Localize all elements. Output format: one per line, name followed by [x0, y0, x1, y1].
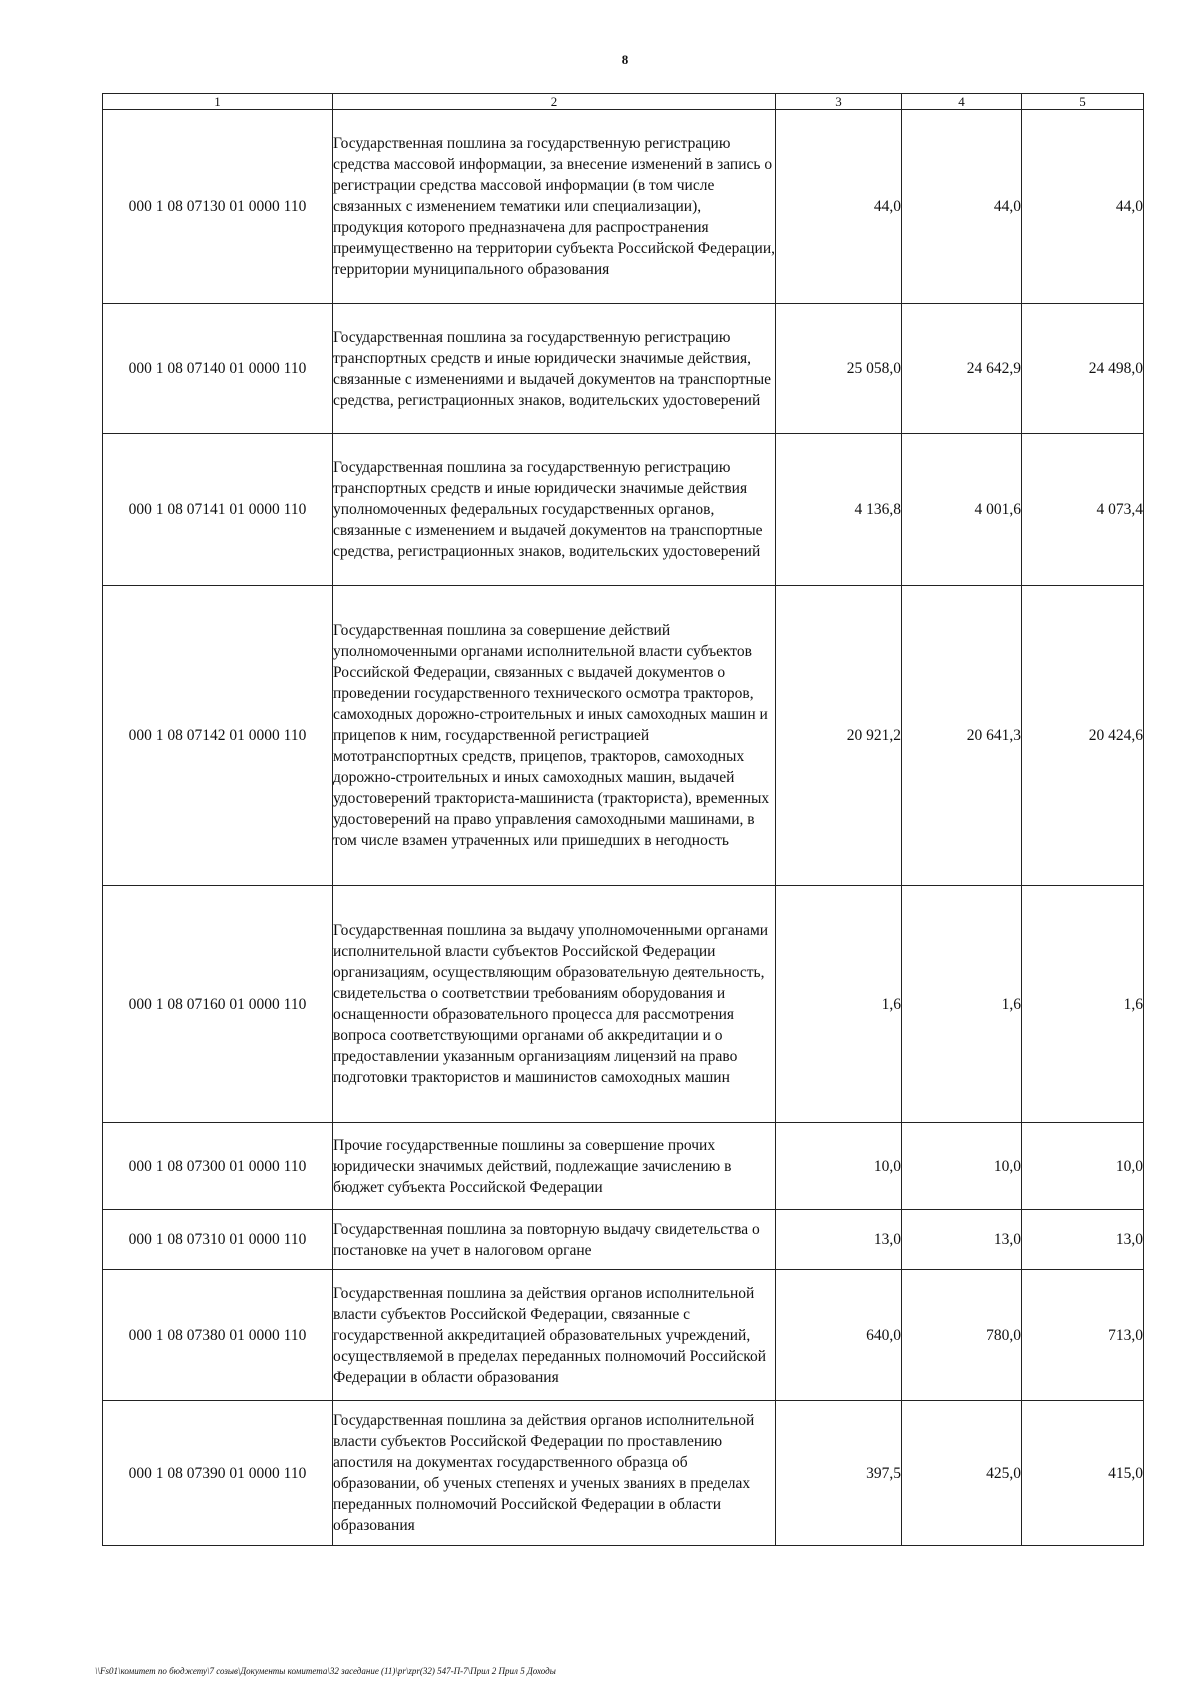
row-description: Государственная пошлина за действия органов исполнительной власти субъектов Российской Федерации по проставлению апостиля на документах государственного образца об образовании, об ученых степенях и ученых званиях в пределах переданных полномочий Российской Федерации в области образования — [333, 1401, 776, 1546]
row-value-5: 1,6 — [1022, 886, 1144, 1123]
table-row — [103, 110, 1144, 304]
row-value-4: 20 641,3 — [902, 586, 1022, 886]
row-value-5: 20 424,6 — [1022, 586, 1144, 886]
row-code: 000 1 08 07141 01 0000 110 — [103, 434, 333, 586]
row-value-5: 415,0 — [1022, 1401, 1144, 1546]
table-row — [103, 1401, 1144, 1546]
column-header-2: 2 — [333, 94, 776, 110]
row-value-4: 780,0 — [902, 1270, 1022, 1401]
page-number: 8 — [621, 52, 629, 67]
table-row — [103, 886, 1144, 1123]
table-row — [103, 1270, 1144, 1401]
table-row — [103, 1210, 1144, 1270]
row-value-3: 13,0 — [776, 1210, 902, 1270]
row-description: Государственная пошлина за действия органов исполнительной власти субъектов Российской Федерации, связанные с государственной аккредитацией образовательных учреждений, осуществляемой в пределах переданных полномочий Российской Федерации в области образования — [333, 1270, 776, 1401]
row-value-3: 640,0 — [776, 1270, 902, 1401]
row-code: 000 1 08 07140 01 0000 110 — [103, 304, 333, 434]
column-header-1: 1 — [103, 94, 333, 110]
row-code: 000 1 08 07160 01 0000 110 — [103, 886, 333, 1123]
row-value-4: 10,0 — [902, 1123, 1022, 1210]
column-header-4: 4 — [902, 94, 1022, 110]
row-value-5: 4 073,4 — [1022, 434, 1144, 586]
row-value-5: 24 498,0 — [1022, 304, 1144, 434]
row-value-5: 13,0 — [1022, 1210, 1144, 1270]
table-row — [103, 434, 1144, 586]
row-code: 000 1 08 07310 01 0000 110 — [103, 1210, 333, 1270]
row-value-3: 397,5 — [776, 1401, 902, 1546]
column-header-3: 3 — [776, 94, 902, 110]
table-row — [103, 304, 1144, 434]
row-description: Государственная пошлина за государственную регистрацию транспортных средств и иные юридически значимые действия уполномоченных федеральных государственных органов, связанные с изменением и выдачей документов на транспортные средства, регистрационных знаков, водительских удостоверений — [333, 434, 776, 586]
row-description: Государственная пошлина за повторную выдачу свидетельства о постановке на учет в налоговом органе — [333, 1210, 776, 1270]
row-description: Государственная пошлина за государственную регистрацию транспортных средств и иные юридически значимые действия, связанные с изменениями и выдачей документов на транспортные средства, регистрационных знаков, водительских удостоверений — [333, 304, 776, 434]
row-value-3: 4 136,8 — [776, 434, 902, 586]
row-value-4: 13,0 — [902, 1210, 1022, 1270]
row-value-4: 24 642,9 — [902, 304, 1022, 434]
row-description: Прочие государственные пошлины за совершение прочих юридически значимых действий, подлежащие зачислению в бюджет субъекта Российской Федерации — [333, 1123, 776, 1210]
revenue-table — [102, 93, 1144, 1546]
row-description: Государственная пошлина за выдачу уполномоченными органами исполнительной власти субъектов Российской Федерации организациям, осуществляющим образовательную деятельность, свидетельства о соответствии требованиям оборудования и оснащенности образовательного процесса для рассмотрения вопроса соответствующими органами об аккредитации и о предоставлении указанным организациям лицензий на право подготовки трактористов и машинистов самоходных машин — [333, 886, 776, 1123]
footer-file-path: \\Fs01\комитет по бюджету\7 созыв\Документы комитета\32 заседание (11)\pr\zpr(32) 547-П-7\Прил 2 Прил 5 Доходы — [95, 1666, 556, 1676]
row-code: 000 1 08 07380 01 0000 110 — [103, 1270, 333, 1401]
row-value-3: 10,0 — [776, 1123, 902, 1210]
header-row — [103, 94, 1144, 110]
row-value-4: 4 001,6 — [902, 434, 1022, 586]
table-row — [103, 586, 1144, 886]
row-description: Государственная пошлина за совершение действий уполномоченными органами исполнительной власти субъектов Российской Федерации, связанных с выдачей документов о проведении государственного технического осмотра тракторов, самоходных дорожно-строительных и иных самоходных машин и прицепов к ним, государственной регистрацией мототранспортных средств, прицепов, тракторов, самоходных дорожно-строительных и иных самоходных машин, выдачей удостоверений тракториста-машиниста (тракториста), временных удостоверений на право управления самоходными машинами, в том числе взамен утраченных или пришедших в негодность — [333, 586, 776, 886]
row-value-5: 713,0 — [1022, 1270, 1144, 1401]
row-value-5: 44,0 — [1022, 110, 1144, 304]
row-code: 000 1 08 07300 01 0000 110 — [103, 1123, 333, 1210]
row-description: Государственная пошлина за государственную регистрацию средства массовой информации, за внесение изменений в запись о регистрации средства массовой информации (в том числе связанных с изменением тематики или специализации), продукция которого предназначена для распространения преимущественно на территории субъекта Российской Федерации, территории муниципального образования — [333, 110, 776, 304]
row-code: 000 1 08 07390 01 0000 110 — [103, 1401, 333, 1546]
row-code: 000 1 08 07130 01 0000 110 — [103, 110, 333, 304]
row-value-3: 25 058,0 — [776, 304, 902, 434]
row-value-4: 1,6 — [902, 886, 1022, 1123]
row-value-4: 44,0 — [902, 110, 1022, 304]
row-value-3: 20 921,2 — [776, 586, 902, 886]
row-value-3: 44,0 — [776, 110, 902, 304]
row-code: 000 1 08 07142 01 0000 110 — [103, 586, 333, 886]
row-value-3: 1,6 — [776, 886, 902, 1123]
row-value-4: 425,0 — [902, 1401, 1022, 1546]
row-value-5: 10,0 — [1022, 1123, 1144, 1210]
column-header-5: 5 — [1022, 94, 1144, 110]
table-row — [103, 1123, 1144, 1210]
